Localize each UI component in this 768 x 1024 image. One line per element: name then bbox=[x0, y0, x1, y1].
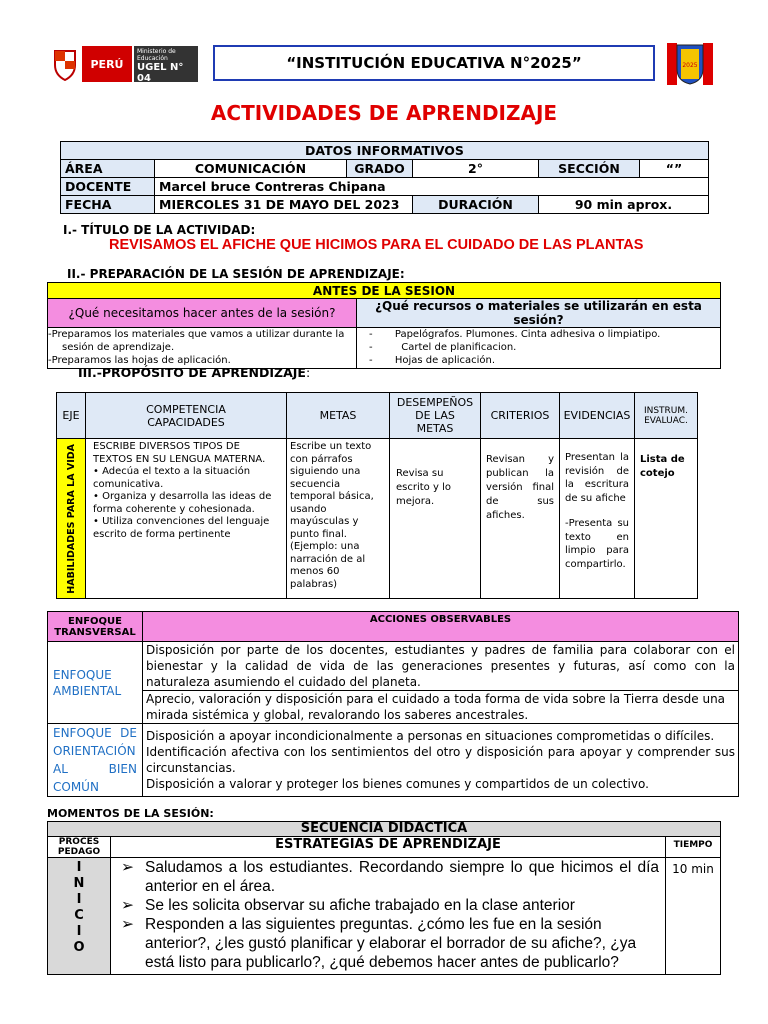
recurso-item: Papelógrafos. Plumones. Cinta adhesiva o limpiatipo. bbox=[394, 329, 661, 340]
eje-header: EJE bbox=[57, 393, 86, 439]
momentos-label: MOMENTOS DE LA SESIÓN: bbox=[47, 807, 214, 820]
area-value: COMUNICACIÓN bbox=[155, 160, 347, 178]
antes-sesion-table bbox=[47, 282, 721, 369]
duracion-label: DURACIÓN bbox=[413, 196, 539, 214]
secuencia-heading: SECUENCIA DIDACTICA bbox=[48, 822, 721, 837]
bien-comun-accion: Identificación afectiva con los sentimientos del otro y disposición para apoyar y comprender sus circunstancias. bbox=[146, 745, 735, 775]
inicio-item: Responden a las siguientes preguntas. ¿cómo les fue en la sesión anterior?, ¿les gustó planificar y elaborar el borrador de su afiche?, ¿ya está listo para publicarlo?, ¿qué debemos hacer antes de publicarlo? bbox=[145, 916, 637, 971]
arrow-bullet-icon: ➢ bbox=[121, 916, 134, 933]
criterios-header: CRITERIOS bbox=[481, 393, 560, 439]
institution-name: “INSTITUCIÓN EDUCATIVA N°2025” bbox=[213, 45, 655, 81]
enfoques-table bbox=[47, 611, 739, 797]
acciones-header: ACCIONES OBSERVABLES bbox=[143, 612, 739, 642]
ugel-label: UGEL N° 04 bbox=[137, 62, 184, 84]
section-1-label: I.- TÍTULO DE LA ACTIVIDAD: bbox=[63, 223, 256, 237]
ministry-label: Ministerio de Educación bbox=[137, 48, 176, 62]
seccion-value: “” bbox=[640, 160, 709, 178]
bien-comun-acciones bbox=[143, 724, 739, 797]
capacidad-item: Organiza y desarrolla las ideas de forma coherente y cohesionada. bbox=[93, 491, 272, 515]
bien-comun-accion: Disposición a apoyar incondicionalmente a personas en situaciones comprometidas o difíciles. bbox=[146, 729, 715, 743]
enfoque-header: ENFOQUE TRANSVERSAL bbox=[48, 612, 143, 642]
evidencias-header: EVIDENCIAS bbox=[560, 393, 635, 439]
fecha-label: FECHA bbox=[61, 196, 155, 214]
arrow-bullet-icon: ➢ bbox=[121, 897, 134, 914]
inicio-cell: I N I C I O bbox=[48, 858, 111, 975]
competencia-title: ESCRIBE DIVERSOS TIPOS DE TEXTOS EN SU LENGUA MATERNA. bbox=[93, 441, 266, 465]
ambiental-accion: Aprecio, valoración y disposición para el cuidado a toda forma de vida sobre la Tierra desde una mirada sistémica y global, revalorando los saberes ancestrales. bbox=[143, 691, 739, 724]
secuencia-table bbox=[47, 821, 721, 975]
grado-value: 2° bbox=[413, 160, 539, 178]
datos-informativos-table bbox=[60, 141, 709, 214]
bien-comun-accion: Disposición a valorar y proteger los bienes comunes y compartidos de un colectivo. bbox=[146, 777, 649, 791]
seccion-label: SECCIÓN bbox=[539, 160, 640, 178]
recurso-item: Hojas de aplicación. bbox=[394, 355, 496, 366]
metas-value: Escribe un texto con párrafos siguiendo una secuencia temporal básica, usando mayúsculas y punto final. (Ejemplo: una narración de al menos 60 palabras) bbox=[287, 439, 390, 599]
preparacion-item: -Preparamos los materiales que vamos a utilizar durante la bbox=[48, 329, 345, 340]
duracion-value: 90 min aprox. bbox=[539, 196, 709, 214]
competencia-cell: ESCRIBE DIVERSOS TIPOS DE TEXTOS EN SU LENGUA MATERNA. • Adecúa el texto a la situación comunicativa. • Organiza y desarrolla las ideas de forma coherente y cohesionada. • Utiliza convenciones del lenguaje escrito de forma pertinente bbox=[86, 439, 287, 599]
desempenos-header: DESEMPEÑOS DE LAS METAS bbox=[390, 393, 481, 439]
preparacion-item: -Preparamos las hojas de aplicación. bbox=[48, 355, 231, 366]
instrum-header: INSTRUM. EVALUAC. bbox=[635, 393, 698, 439]
enfoque-bien-comun: ENFOQUE DE ORIENTACIÓN AL BIEN COMÚN bbox=[48, 724, 143, 797]
inicio-item: Saludamos a los estudiantes. Recordando siempre lo que hicimos el día anterior en el área. bbox=[145, 859, 659, 895]
inicio-tiempo: 10 min bbox=[666, 858, 721, 975]
question-1: ¿Qué necesitamos hacer antes de la sesión? bbox=[48, 299, 357, 328]
capacidad-item: Utiliza convenciones del lenguaje escrito de forma pertinente bbox=[93, 516, 270, 540]
section-2-label: II.- PREPARACIÓN DE LA SESIÓN DE APRENDIZAJE: bbox=[67, 267, 405, 281]
recursos-list: - Papelógrafos. Plumones. Cinta adhesiva o limpiatipo. - Cartel de planificacion. - Hojas de aplicación. bbox=[357, 328, 721, 369]
instrum-value: Lista de cotejo bbox=[635, 439, 698, 599]
inicio-estrategias bbox=[111, 858, 666, 975]
desempenos-value: Revisa su escrito y lo mejora. bbox=[390, 439, 481, 599]
antes-heading: ANTES DE LA SESION bbox=[48, 283, 721, 299]
metas-header: METAS bbox=[287, 393, 390, 439]
grado-label: GRADO bbox=[347, 160, 413, 178]
fecha-value: MIERCOLES 31 DE MAYO DEL 2023 bbox=[155, 196, 413, 214]
minedu-logo bbox=[52, 44, 198, 84]
question-2: ¿Qué recursos o materiales se utilizarán en esta sesión? bbox=[357, 299, 721, 328]
competencia-header: COMPETENCIA CAPACIDADES bbox=[86, 393, 287, 439]
criterios-value: Revisan y publican la versión final de sus afiches. bbox=[481, 439, 560, 599]
activity-title: REVISAMOS EL AFICHE QUE HICIMOS PARA EL CUIDADO DE LAS PLANTAS bbox=[109, 237, 644, 253]
docente-value: Marcel bruce Contreras Chipana bbox=[155, 178, 709, 196]
preparacion-item: sesión de aprendizaje. bbox=[62, 342, 175, 353]
area-label: ÁREA bbox=[61, 160, 155, 178]
inicio-item: Se les solicita observar su afiche trabajado en la clase anterior bbox=[145, 897, 575, 914]
eje-cell bbox=[57, 439, 86, 599]
docente-label: DOCENTE bbox=[61, 178, 155, 196]
ambiental-accion: Disposición por parte de los docentes, estudiantes y padres de familia para colaborar con el bienestar y la calidad de vida de las generaciones presentes y futuras, así como con la naturaleza asumiendo el cuidado del planeta. bbox=[143, 642, 739, 691]
enfoque-ambiental: ENFOQUE AMBIENTAL bbox=[48, 642, 143, 724]
page-title: ACTIVIDADES DE APRENDIZAJE bbox=[210, 101, 558, 125]
school-crest-icon bbox=[667, 43, 713, 85]
evidencias-cell bbox=[560, 439, 635, 599]
datos-heading: DATOS INFORMATIVOS bbox=[61, 142, 709, 160]
recurso-item: Cartel de planificacion. bbox=[401, 342, 517, 353]
evidencia-1: Presentan la revisión de la escritura de su afiche bbox=[565, 452, 629, 504]
proposito-table bbox=[56, 392, 698, 599]
peru-shield-icon bbox=[52, 47, 78, 81]
arrow-bullet-icon: ➢ bbox=[121, 859, 134, 876]
capacidad-item: Adecúa el texto a la situación comunicativa. bbox=[93, 466, 251, 490]
estrategias-header: ESTRATEGIAS DE APRENDIZAJE bbox=[111, 837, 666, 858]
section-3-label: III.-PROPÓSITO DE APRENDIZAJE: bbox=[78, 365, 311, 380]
proces-header: PROCES PEDAGO bbox=[48, 837, 111, 858]
crest-text: 2025 bbox=[682, 62, 698, 69]
evidencia-2: -Presenta su texto en limpio para compartirlo. bbox=[565, 518, 629, 570]
peru-label: PERÚ bbox=[82, 46, 132, 82]
tiempo-header: TIEMPO bbox=[666, 837, 721, 858]
preparacion-list bbox=[48, 328, 357, 369]
eje-value: HABILIDADES PARA LA VIDA bbox=[65, 443, 77, 594]
